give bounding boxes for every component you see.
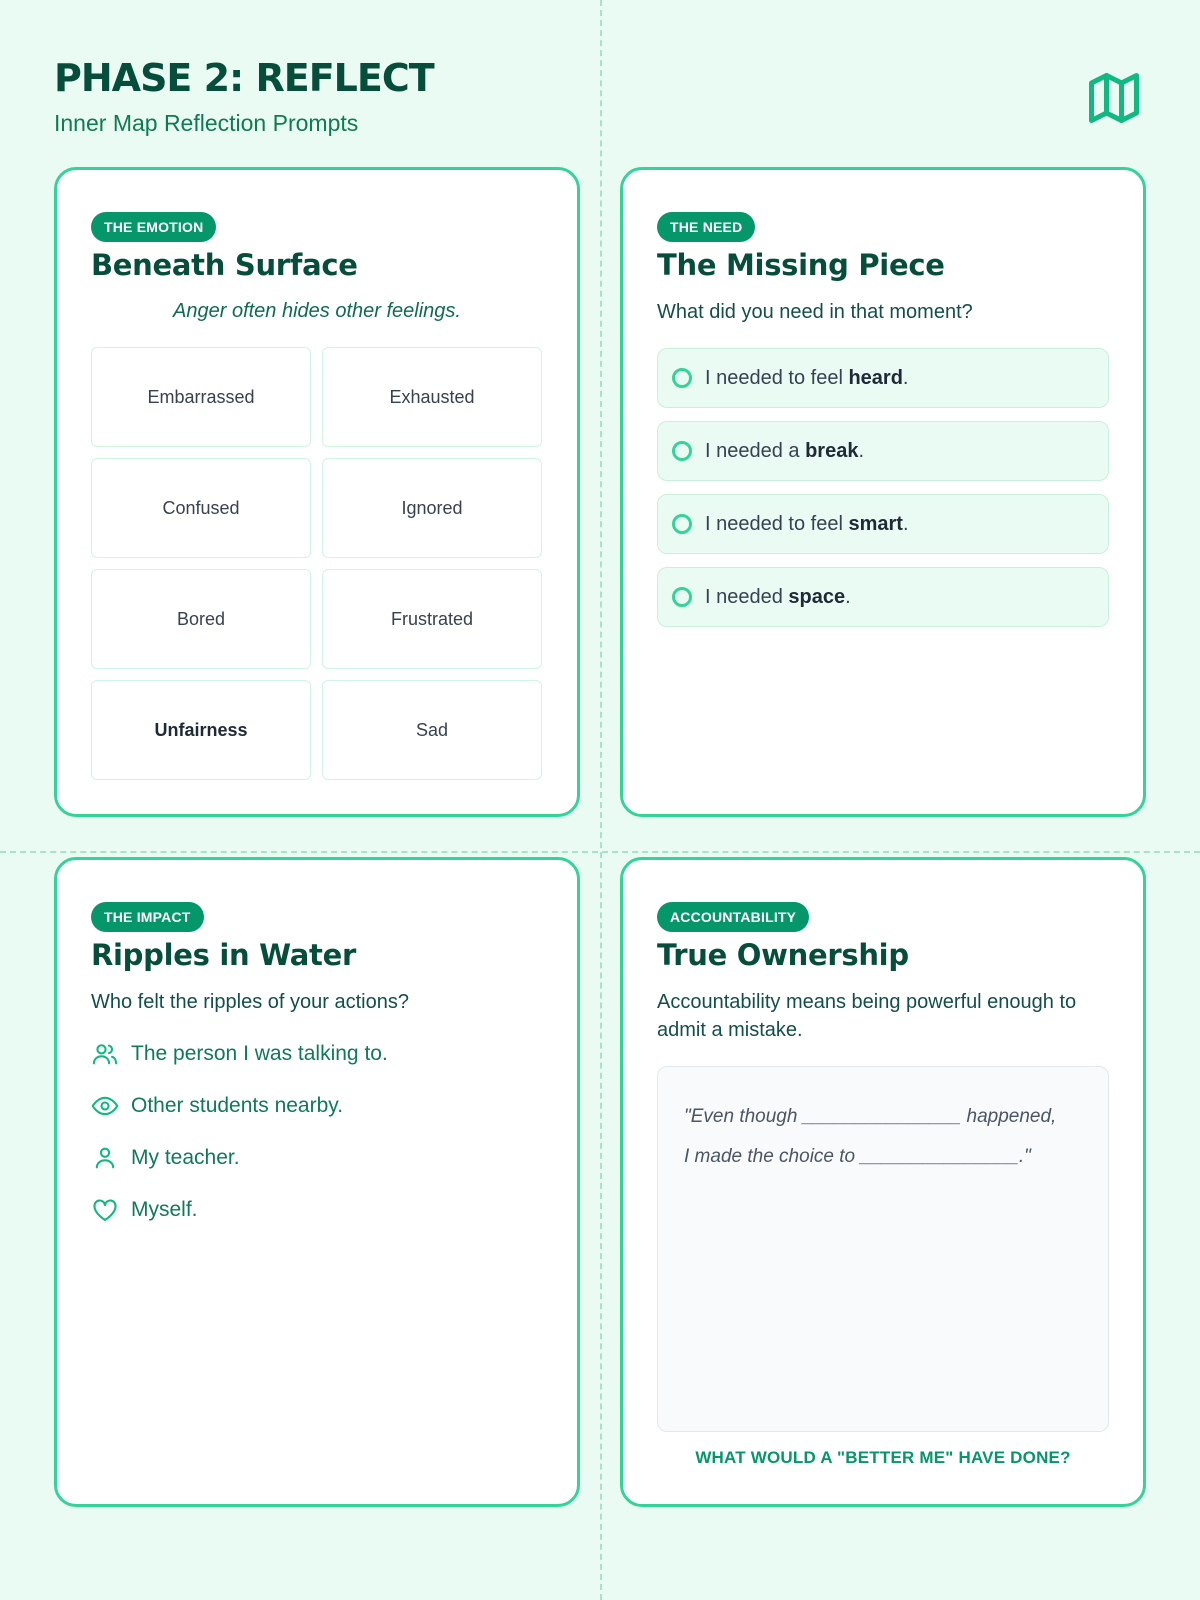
emotion-option[interactable]: Unfairness [91,680,311,780]
vertical-cut-guide [600,0,602,1600]
radio-circle-icon[interactable] [672,514,692,534]
impact-list [91,1028,543,1236]
emotion-card-subtitle: Anger often hides other feelings. [173,300,461,322]
sentence-line-2: I made the choice to _______________." [684,1146,1031,1167]
better-me-question: WHAT WOULD A "BETTER ME" HAVE DONE? [695,1448,1071,1467]
radio-circle-icon[interactable] [672,368,692,388]
emotion-option[interactable]: Embarrassed [91,347,311,447]
emotion-card [54,167,580,817]
need-option[interactable] [657,567,1109,627]
heart-icon [91,1196,119,1224]
impact-prompt: Who felt the ripples of your actions? [91,991,409,1013]
impact-tag: THE IMPACT [91,902,204,932]
emotion-option[interactable]: Frustrated [322,569,542,669]
radio-circle-icon[interactable] [672,587,692,607]
impact-item-label: The person I was talking to. [131,1042,388,1065]
need-option-text: I needed a break. [705,439,865,462]
impact-item-label: Other students nearby. [131,1094,344,1117]
impact-card-title: Ripples in Water [91,938,356,972]
ownership-card-title: True Ownership [657,938,909,972]
horizontal-cut-guide [0,851,1200,853]
need-option-text: I needed to feel smart. [705,512,909,535]
impact-item-label: Myself. [131,1198,198,1221]
need-options [657,348,1109,627]
page-header [54,56,434,137]
page-title: PHASE 2: REFLECT [54,56,434,100]
impact-card [54,857,580,1507]
page-subtitle: Inner Map Reflection Prompts [54,110,359,136]
user-icon [91,1144,119,1172]
emotion-card-title: Beneath Surface [91,248,358,282]
map-icon [1084,68,1144,128]
ownership-prompt: Accountability means being powerful enough to admit a mistake. [657,991,1077,1041]
sentence-writing-box[interactable] [657,1066,1109,1432]
impact-item-label: My teacher. [131,1146,240,1169]
need-option[interactable] [657,494,1109,554]
impact-item [91,1028,543,1080]
need-card [620,167,1146,817]
emotion-option[interactable]: Confused [91,458,311,558]
ownership-card [620,857,1146,1507]
need-card-title: The Missing Piece [657,248,945,282]
users-icon [91,1040,119,1068]
need-option[interactable] [657,348,1109,408]
need-option-text: I needed to feel heard. [705,366,909,389]
sentence-line-1: "Even though _______________ happened, [684,1106,1057,1127]
need-option-text: I needed space. [705,585,851,608]
need-prompt: What did you need in that moment? [657,301,973,323]
emotion-option[interactable]: Ignored [322,458,542,558]
eye-icon [91,1092,119,1120]
impact-item [91,1132,543,1184]
emotion-grid [91,347,543,780]
impact-item [91,1080,543,1132]
need-tag: THE NEED [657,212,755,242]
emotion-option[interactable]: Exhausted [322,347,542,447]
emotion-tag: THE EMOTION [91,212,216,242]
impact-item [91,1184,543,1236]
emotion-option[interactable]: Sad [322,680,542,780]
ownership-tag: ACCOUNTABILITY [657,902,809,932]
need-option[interactable] [657,421,1109,481]
radio-circle-icon[interactable] [672,441,692,461]
emotion-option[interactable]: Bored [91,569,311,669]
